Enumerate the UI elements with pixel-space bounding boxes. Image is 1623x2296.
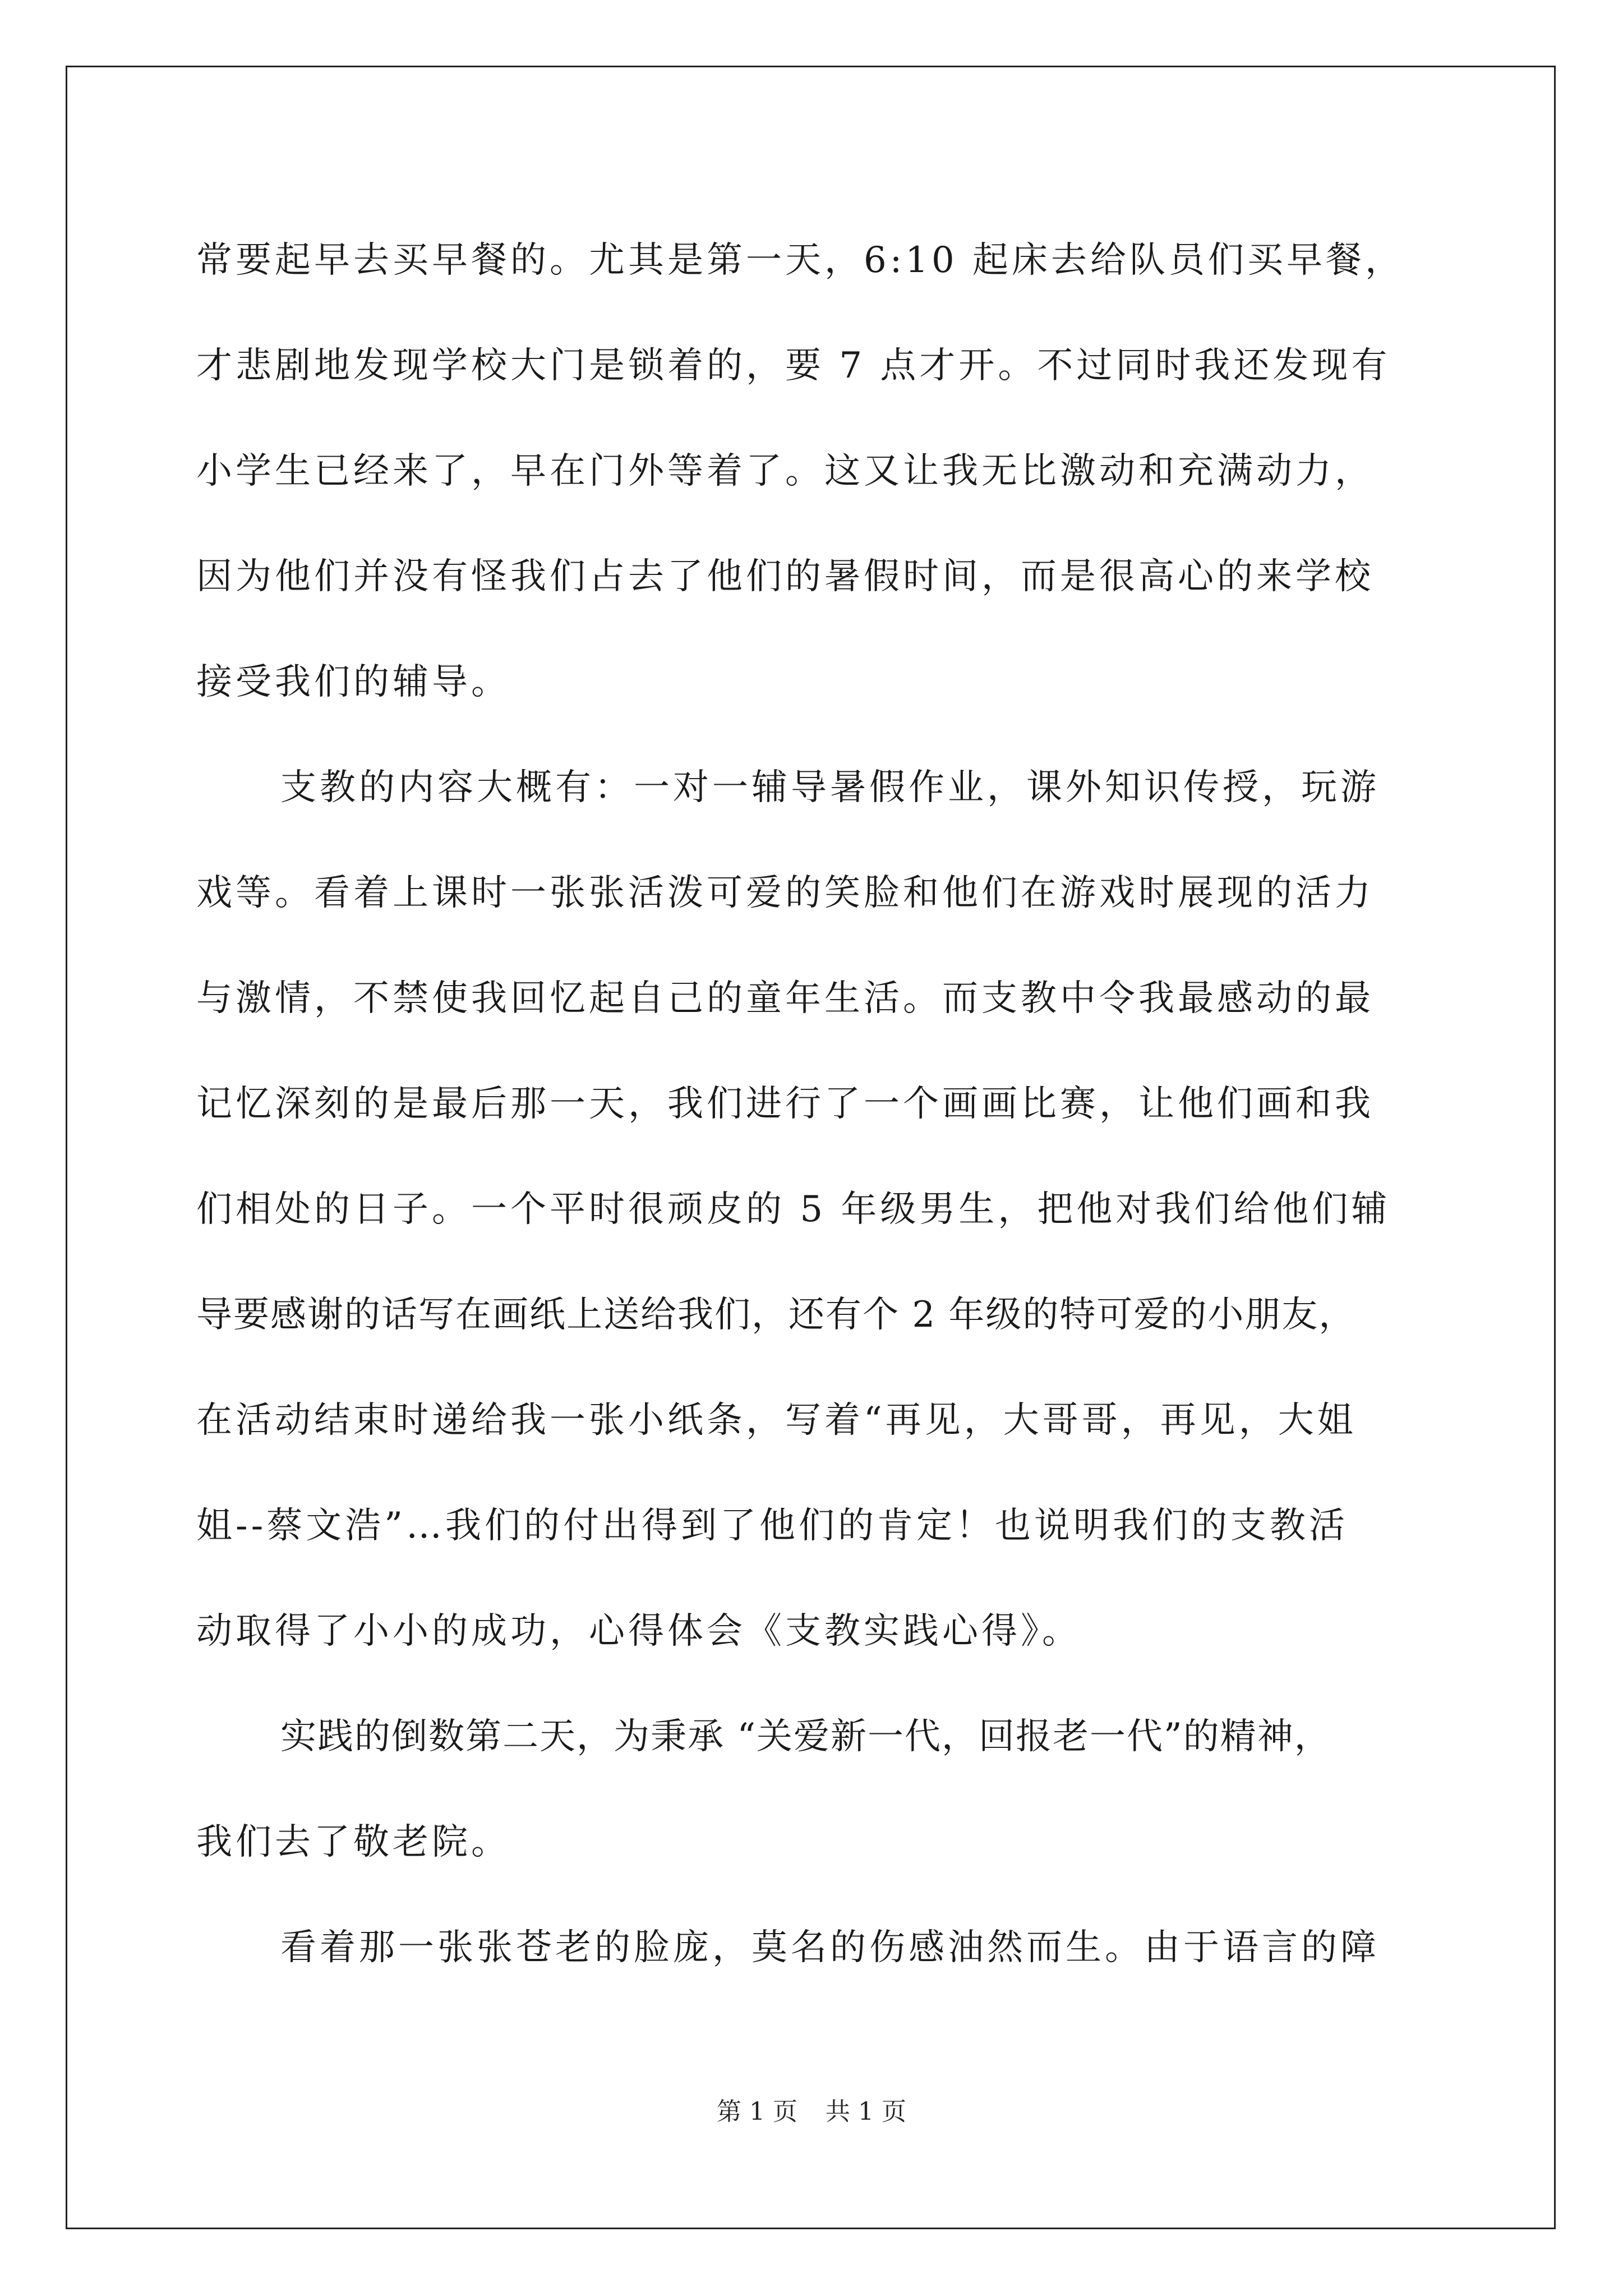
text-line: 常要起早去买早餐的。尤其是第一天，6:10 起床去给队员们买早餐，	[196, 240, 1405, 281]
page-footer	[0, 2095, 1623, 2129]
document-body	[196, 208, 1430, 2000]
text-line: 戏等。看着上课时一张张活泼可爱的笑脸和他们在游戏时展现的活力	[196, 872, 1374, 914]
text-line: 们相处的日子。一个平时很顽皮的 5 年级男生，把他对我们给他们辅	[196, 1189, 1391, 1230]
text-line: 动取得了小小的成功，心得体会《支教实践心得》。	[196, 1611, 1081, 1652]
text-line: 与激情，不禁使我回忆起自己的童年生活。而支教中令我最感动的最	[196, 978, 1374, 1019]
text-line: 记忆深刻的是最后那一天，我们进行了一个画画比赛，让他们画和我	[196, 1083, 1374, 1125]
text-line: 因为他们并没有怪我们占去了他们的暑假时间，而是很高心的来学校	[196, 556, 1374, 597]
paragraph-first-line: 实践的倒数第二天，为秉承 “关爱新一代，回报老一代”的精神，	[280, 1716, 1331, 1757]
page-number: 第 1 页	[717, 2097, 797, 2126]
paragraph-first-line: 看着那一张张苍老的脸庞，莫名的伤感油然而生。由于语言的障	[280, 1927, 1380, 1968]
text-line: 姐--蔡文浩”…我们的付出得到了他们的肯定！也说明我们的支教活	[196, 1505, 1348, 1547]
text-line: 我们去了敬老院。	[196, 1821, 510, 1863]
text-line: 在活动结束时递给我一张小纸条，写着“再见，大哥哥，再见，大姐	[196, 1400, 1357, 1441]
page-total: 共 1 页	[826, 2097, 906, 2126]
text-line: 接受我们的辅导。	[196, 661, 510, 703]
text-line: 才悲剧地发现学校大门是锁着的，要 7 点才开。不过同时我还发现有	[196, 345, 1391, 386]
paragraph-first-line: 支教的内容大概有：一对一辅导暑假作业，课外知识传授，玩游	[280, 767, 1380, 808]
text-line: 小学生已经来了，早在门外等着了。这又让我无比激动和充满动力，	[196, 450, 1374, 492]
text-line: 导要感谢的话写在画纸上送给我们，还有个 2 年级的特可爱的小朋友，	[196, 1294, 1356, 1336]
